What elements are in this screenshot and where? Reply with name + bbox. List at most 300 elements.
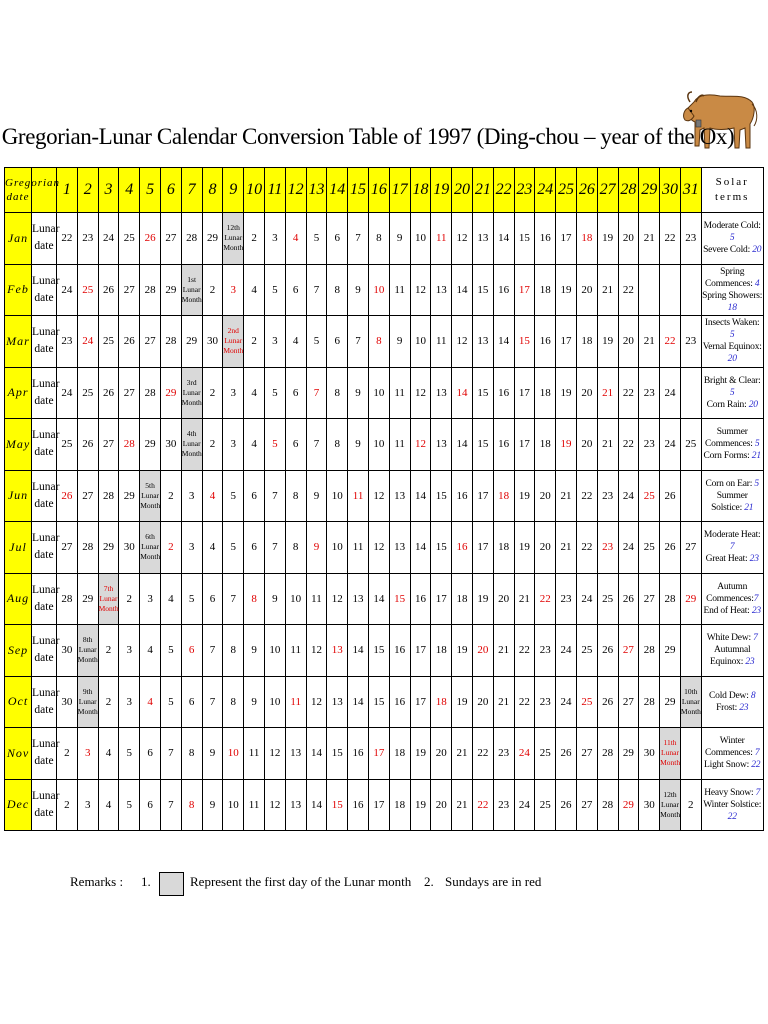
month-name: Feb xyxy=(5,264,32,316)
lunar-date-cell: 14 xyxy=(452,264,473,316)
lunar-date-cell: 4 xyxy=(98,728,119,780)
lunar-date-cell: 7 xyxy=(160,728,181,780)
date-label: date xyxy=(34,291,54,304)
solar-label: Solar xyxy=(715,176,749,188)
lunar-date-cell: 23 xyxy=(639,419,660,471)
lunar-date-label xyxy=(32,316,60,368)
lunar-date-cell: 11 xyxy=(306,573,327,625)
lunar-date-cell: 16 xyxy=(348,779,369,831)
lunar-date-cell: 11 xyxy=(244,728,265,780)
lunar-date-cell: 18 xyxy=(452,573,473,625)
solar-terms-cell xyxy=(701,367,763,419)
lunar-date-cell: 10 xyxy=(410,213,431,265)
lunar-date-cell: 11 xyxy=(285,625,306,677)
day-header: 24 xyxy=(535,168,556,213)
lunar-date-cell xyxy=(639,264,660,316)
day-header: 16 xyxy=(368,168,389,213)
lunar-date-cell: 26 xyxy=(597,676,618,728)
lunar-date-cell: 17 xyxy=(368,779,389,831)
lunar-date-cell: 11 xyxy=(389,264,410,316)
lunar-date-cell: 13 xyxy=(327,676,348,728)
lunar-date-cell xyxy=(680,367,701,419)
lunar-date-cell: 12 xyxy=(327,573,348,625)
solar-term-day: 21 xyxy=(751,451,761,462)
lunar-date-cell: 26 xyxy=(660,522,681,574)
solar-term-day: 18 xyxy=(727,302,737,313)
month-name: Nov xyxy=(5,728,32,780)
lunar-date-cell: 25 xyxy=(639,522,660,574)
day-header: 4 xyxy=(119,168,140,213)
lunar-date-cell: 2 xyxy=(98,625,119,677)
lunar-date-cell: 16 xyxy=(535,213,556,265)
lunar-date-cell: 18 xyxy=(535,419,556,471)
day-header: 27 xyxy=(597,168,618,213)
solar-term-day: 5 xyxy=(754,478,759,489)
solar-terms-cell xyxy=(701,676,763,728)
solar-term-day: 8 xyxy=(750,690,756,701)
lunar-label: Lunar xyxy=(32,326,60,339)
day-header: 19 xyxy=(431,168,452,213)
lunar-date-cell: 21 xyxy=(556,470,577,522)
lunar-date-cell: 11 xyxy=(348,470,369,522)
lunar-date-cell xyxy=(680,625,701,677)
lunar-date-cell: 17 xyxy=(410,625,431,677)
lunar-date-cell: 3 xyxy=(77,728,98,780)
lunar-date-cell: 22 xyxy=(535,573,556,625)
label-header-blank xyxy=(32,168,57,213)
lunar-date-cell: 24 xyxy=(556,676,577,728)
lunar-date-cell: 17 xyxy=(514,419,535,471)
lunar-date-cell: 4 xyxy=(244,264,265,316)
lunar-date-cell: 20 xyxy=(535,522,556,574)
solar-term-name: Frost: xyxy=(716,702,740,713)
lunar-date-cell: 8 xyxy=(181,728,202,780)
lunar-date-cell: 10 xyxy=(223,728,244,780)
solar-term-name: White Dew: xyxy=(706,633,754,644)
lunar-date-cell: 14 xyxy=(348,625,369,677)
lunar-date-cell: 24 xyxy=(618,522,639,574)
solar-terms-header xyxy=(701,168,763,213)
lunar-date-cell: 27 xyxy=(160,213,181,265)
lunar-date-cell: 29 xyxy=(160,264,181,316)
lunar-date-cell: 13 xyxy=(285,779,306,831)
lunar-date-cell: 27 xyxy=(618,676,639,728)
lunar-date-cell: 20 xyxy=(431,779,452,831)
month-name: Dec xyxy=(5,779,32,831)
lunar-date-cell: 7 xyxy=(223,573,244,625)
lunar-date-cell: 13 xyxy=(431,419,452,471)
lunar-date-label xyxy=(32,522,60,574)
lunar-date-cell: 16 xyxy=(535,316,556,368)
lunar-date-cell: 9 xyxy=(348,419,369,471)
solar-term-day: 23 xyxy=(751,605,761,616)
lunar-date-cell: 16 xyxy=(389,676,410,728)
lunar-date-cell: 5 xyxy=(119,779,140,831)
solar-term-day: 22 xyxy=(727,811,737,822)
day-header: 30 xyxy=(660,168,681,213)
lunar-date-cell: 3 xyxy=(77,779,98,831)
day-header: 10 xyxy=(244,168,265,213)
solar-term-day: 7 xyxy=(753,633,758,644)
lunar-date-cell: 16 xyxy=(493,264,514,316)
lunar-date-cell: 27 xyxy=(119,264,140,316)
lunar-date-cell: 13 xyxy=(389,470,410,522)
lunar-date-cell: 10 xyxy=(368,367,389,419)
lunar-date-cell: 19 xyxy=(597,316,618,368)
lunar-date-cell: 5 xyxy=(223,522,244,574)
lunar-date-label xyxy=(32,264,60,316)
solar-terms-cell xyxy=(701,213,763,265)
month-name: Jan xyxy=(5,213,32,265)
lunar-date-cell: 6 xyxy=(285,264,306,316)
lunar-date-cell: 21 xyxy=(639,213,660,265)
lunar-date-cell: 26 xyxy=(618,573,639,625)
lunar-date-cell: 8 xyxy=(285,470,306,522)
lunar-date-cell: 29 xyxy=(98,522,119,574)
lunar-date-cell: 8 xyxy=(285,522,306,574)
lunar-date-cell: 6 xyxy=(285,419,306,471)
lunar-date-cell: 7 xyxy=(348,316,369,368)
lunar-date-cell: 18 xyxy=(493,522,514,574)
lunar-date-cell: 25 xyxy=(535,779,556,831)
lunar-date-cell: 20 xyxy=(472,625,493,677)
month-row xyxy=(5,522,764,574)
lunar-date-cell: 28 xyxy=(597,728,618,780)
lunar-date-cell: 9 xyxy=(348,264,369,316)
date-label: date xyxy=(34,240,54,253)
lunar-date-cell: 23 xyxy=(597,522,618,574)
day-header: 6 xyxy=(160,168,181,213)
lunar-date-cell: 26 xyxy=(556,728,577,780)
day-header: 23 xyxy=(514,168,535,213)
lunar-date-cell: 15 xyxy=(368,676,389,728)
lunar-date-cell: 24 xyxy=(57,264,78,316)
lunar-date-cell: 3 xyxy=(223,419,244,471)
lunar-date-cell: 25 xyxy=(597,573,618,625)
lunar-date-cell: 23 xyxy=(493,728,514,780)
lunar-date-cell: 28 xyxy=(181,213,202,265)
lunar-date-cell: 8 xyxy=(327,419,348,471)
lunar-date-cell: 17 xyxy=(556,213,577,265)
lunar-date-cell: 25 xyxy=(639,470,660,522)
lunar-date-cell: 15 xyxy=(472,264,493,316)
lunar-date-cell: 3 xyxy=(223,367,244,419)
lunar-date-cell: 12 xyxy=(452,213,473,265)
month-row xyxy=(5,264,764,316)
lunar-date-cell: 20 xyxy=(576,264,597,316)
day-header: 7 xyxy=(181,168,202,213)
lunar-date-cell: 12 xyxy=(368,522,389,574)
lunar-label: Lunar xyxy=(32,789,60,802)
lunar-date-cell: 12 xyxy=(452,316,473,368)
gregorian-date-header xyxy=(5,168,61,213)
lunar-date-cell: 26 xyxy=(77,419,98,471)
lunar-date-cell: 16 xyxy=(452,470,473,522)
lunar-date-cell: 3 xyxy=(264,213,285,265)
lunar-date-cell: 12 xyxy=(410,367,431,419)
lunar-month-start-cell: 12th Lunar Month xyxy=(660,779,681,831)
lunar-date-cell: 10 xyxy=(264,625,285,677)
lunar-date-cell: 22 xyxy=(660,213,681,265)
lunar-date-cell: 6 xyxy=(327,316,348,368)
solar-term-name: Autumnal Equinox: xyxy=(709,645,751,668)
lunar-month-start-cell: 1st Lunar Month xyxy=(181,264,202,316)
lunar-date-cell: 26 xyxy=(98,367,119,419)
header-row xyxy=(5,168,764,213)
solar-term-day: 23 xyxy=(749,554,759,565)
lunar-date-cell: 3 xyxy=(140,573,161,625)
lunar-date-cell: 24 xyxy=(618,470,639,522)
lunar-date-cell: 4 xyxy=(285,213,306,265)
lunar-month-start-cell: 10th Lunar Month xyxy=(680,676,701,728)
lunar-date-cell: 6 xyxy=(181,676,202,728)
solar-term-name: Corn Forms: xyxy=(703,451,752,462)
lunar-date-cell: 18 xyxy=(389,779,410,831)
lunar-date-cell: 19 xyxy=(514,522,535,574)
date-label: date xyxy=(34,497,54,510)
lunar-date-cell: 28 xyxy=(77,522,98,574)
month-row xyxy=(5,213,764,265)
gregorian-label: Gregorian xyxy=(5,177,61,189)
lunar-date-cell: 17 xyxy=(556,316,577,368)
lunar-label: Lunar xyxy=(32,274,60,287)
lunar-date-cell: 16 xyxy=(493,367,514,419)
lunar-date-cell: 4 xyxy=(285,316,306,368)
lunar-date-cell: 22 xyxy=(618,419,639,471)
lunar-date-cell: 5 xyxy=(181,573,202,625)
solar-term-name: Corn on Ear: xyxy=(705,478,755,489)
lunar-date-cell: 2 xyxy=(57,779,78,831)
month-row xyxy=(5,316,764,368)
lunar-date-cell: 30 xyxy=(639,779,660,831)
lunar-date-cell: 15 xyxy=(368,625,389,677)
date-label: date xyxy=(34,446,54,459)
lunar-date-cell: 4 xyxy=(140,625,161,677)
lunar-month-start-cell: 3rd Lunar Month xyxy=(181,367,202,419)
month-row xyxy=(5,470,764,522)
lunar-date-cell: 7 xyxy=(306,367,327,419)
solar-term-day: 7 xyxy=(753,593,759,604)
lunar-date-label xyxy=(32,676,60,728)
lunar-date-cell: 19 xyxy=(472,573,493,625)
day-header: 1 xyxy=(57,168,78,213)
calendar-table xyxy=(4,167,764,831)
lunar-date-cell: 17 xyxy=(368,728,389,780)
lunar-date-cell: 22 xyxy=(514,625,535,677)
lunar-date-cell: 7 xyxy=(264,522,285,574)
lunar-date-cell: 19 xyxy=(556,264,577,316)
lunar-label: Lunar xyxy=(32,429,60,442)
lunar-date-cell: 10 xyxy=(410,316,431,368)
lunar-date-cell: 22 xyxy=(576,470,597,522)
lunar-date-cell: 14 xyxy=(306,779,327,831)
lunar-date-cell: 13 xyxy=(285,728,306,780)
lunar-date-cell: 2 xyxy=(57,728,78,780)
lunar-date-cell: 8 xyxy=(181,779,202,831)
lunar-date-cell: 12 xyxy=(410,419,431,471)
lunar-date-cell: 23 xyxy=(77,213,98,265)
lunar-date-cell: 5 xyxy=(306,316,327,368)
page-title: Gregorian-Lunar Calendar Conversion Table of 1997 (Ding-chou – year of the Ox) xyxy=(1,124,735,149)
lunar-date-cell: 16 xyxy=(410,573,431,625)
lunar-date-cell: 29 xyxy=(660,625,681,677)
lunar-date-cell: 2 xyxy=(160,522,181,574)
lunar-date-cell: 29 xyxy=(680,573,701,625)
month-name: Jun xyxy=(5,470,32,522)
lunar-date-cell: 12 xyxy=(368,470,389,522)
lunar-date-cell: 6 xyxy=(244,470,265,522)
solar-term-day: 20 xyxy=(752,245,762,256)
lunar-date-cell: 30 xyxy=(57,625,78,677)
lunar-label: Lunar xyxy=(32,377,60,390)
lunar-label: Lunar xyxy=(32,223,60,236)
lunar-date-cell: 23 xyxy=(535,625,556,677)
solar-term-day: 7 xyxy=(755,787,761,798)
lunar-date-cell: 4 xyxy=(140,676,161,728)
lunar-date-cell: 4 xyxy=(244,367,265,419)
day-header: 11 xyxy=(264,168,285,213)
month-name: Jul xyxy=(5,522,32,574)
lunar-date-cell: 9 xyxy=(348,367,369,419)
lunar-date-cell: 3 xyxy=(181,470,202,522)
lunar-date-cell: 23 xyxy=(57,316,78,368)
month-row xyxy=(5,779,764,831)
lunar-date-cell: 27 xyxy=(77,470,98,522)
date-label: date xyxy=(34,600,54,613)
lunar-date-cell: 8 xyxy=(327,264,348,316)
lunar-date-cell: 9 xyxy=(264,573,285,625)
lunar-date-cell: 22 xyxy=(660,316,681,368)
lunar-date-cell: 21 xyxy=(452,728,473,780)
lunar-date-cell: 12 xyxy=(264,728,285,780)
lunar-date-cell: 27 xyxy=(639,573,660,625)
lunar-date-cell: 22 xyxy=(57,213,78,265)
month-row xyxy=(5,573,764,625)
lunar-date-cell: 21 xyxy=(639,316,660,368)
day-header: 28 xyxy=(618,168,639,213)
lunar-date-cell: 27 xyxy=(140,316,161,368)
lunar-date-cell: 16 xyxy=(452,522,473,574)
lunar-date-cell: 4 xyxy=(202,522,223,574)
lunar-date-cell: 18 xyxy=(431,676,452,728)
lunar-month-start-cell: 2nd Lunar Month xyxy=(223,316,244,368)
lunar-date-cell: 24 xyxy=(514,728,535,780)
lunar-date-cell: 30 xyxy=(160,419,181,471)
lunar-date-cell: 25 xyxy=(119,213,140,265)
lunar-date-cell: 7 xyxy=(306,419,327,471)
lunar-date-cell: 2 xyxy=(98,676,119,728)
lunar-date-cell: 20 xyxy=(618,316,639,368)
day-header: 13 xyxy=(306,168,327,213)
lunar-date-cell: 21 xyxy=(493,625,514,677)
lunar-date-cell: 26 xyxy=(140,213,161,265)
solar-term-day: 7 xyxy=(754,748,760,759)
lunar-date-cell: 16 xyxy=(493,419,514,471)
lunar-date-cell: 24 xyxy=(98,213,119,265)
lunar-date-cell: 25 xyxy=(98,316,119,368)
lunar-date-cell: 30 xyxy=(57,676,78,728)
lunar-date-cell: 6 xyxy=(327,213,348,265)
lunar-date-cell: 3 xyxy=(119,625,140,677)
remark-1-number: 1. xyxy=(141,874,151,889)
month-name: May xyxy=(5,419,32,471)
lunar-date-cell: 20 xyxy=(472,676,493,728)
solar-term-name: Spring Showers: xyxy=(702,290,763,301)
solar-term-day: 20 xyxy=(748,399,758,410)
lunar-date-cell: 2 xyxy=(202,367,223,419)
lunar-date-cell: 29 xyxy=(77,573,98,625)
lunar-date-cell: 17 xyxy=(410,676,431,728)
month-row xyxy=(5,419,764,471)
lunar-date-cell: 22 xyxy=(576,522,597,574)
lunar-date-cell: 5 xyxy=(264,419,285,471)
solar-term-name: Severe Cold: xyxy=(703,245,753,256)
lunar-date-cell: 13 xyxy=(472,316,493,368)
solar-term-day: 20 xyxy=(727,354,737,365)
lunar-date-cell: 27 xyxy=(576,728,597,780)
solar-term-day: 7 xyxy=(729,542,735,553)
lunar-date-cell: 2 xyxy=(202,419,223,471)
lunar-date-cell: 12 xyxy=(306,676,327,728)
month-name: Aug xyxy=(5,573,32,625)
lunar-date-cell: 5 xyxy=(160,625,181,677)
lunar-date-cell: 25 xyxy=(576,676,597,728)
lunar-date-cell: 14 xyxy=(410,470,431,522)
lunar-date-cell: 8 xyxy=(244,573,265,625)
lunar-date-cell: 13 xyxy=(327,625,348,677)
solar-term-name: Corn Rain: xyxy=(706,399,749,410)
lunar-date-cell: 2 xyxy=(160,470,181,522)
day-header: 26 xyxy=(576,168,597,213)
lunar-date-cell: 27 xyxy=(576,779,597,831)
solar-term-name: Moderate Cold: xyxy=(703,221,761,232)
lunar-date-cell: 5 xyxy=(264,367,285,419)
lunar-date-cell: 24 xyxy=(556,625,577,677)
lunar-date-cell: 20 xyxy=(493,573,514,625)
lunar-date-cell: 19 xyxy=(410,728,431,780)
lunar-date-cell: 9 xyxy=(244,676,265,728)
lunar-date-cell: 22 xyxy=(472,779,493,831)
lunar-date-cell: 2 xyxy=(119,573,140,625)
lunar-date-cell: 24 xyxy=(660,419,681,471)
lunar-date-cell: 13 xyxy=(431,367,452,419)
lunar-date-cell: 27 xyxy=(57,522,78,574)
lunar-date-cell: 11 xyxy=(389,419,410,471)
lunar-date-cell: 9 xyxy=(389,316,410,368)
date-label: date xyxy=(34,703,54,716)
lunar-date-label xyxy=(32,625,60,677)
lunar-date-cell: 26 xyxy=(57,470,78,522)
lunar-date-cell: 12 xyxy=(410,264,431,316)
month-name: Apr xyxy=(5,367,32,419)
lunar-date-cell: 28 xyxy=(160,316,181,368)
lunar-date-cell: 5 xyxy=(119,728,140,780)
date-label: date xyxy=(34,652,54,665)
lunar-date-label xyxy=(32,213,60,265)
lunar-date-cell: 29 xyxy=(181,316,202,368)
lunar-date-cell: 26 xyxy=(98,264,119,316)
lunar-date-cell: 8 xyxy=(223,625,244,677)
lunar-date-cell: 15 xyxy=(327,779,348,831)
lunar-date-cell: 22 xyxy=(472,728,493,780)
lunar-date-cell: 29 xyxy=(140,419,161,471)
lunar-date-cell: 19 xyxy=(410,779,431,831)
solar-term-name: Spring Commences: xyxy=(705,266,753,289)
lunar-date-cell: 10 xyxy=(223,779,244,831)
lunar-date-cell: 14 xyxy=(348,676,369,728)
lunar-date-cell: 9 xyxy=(202,728,223,780)
lunar-date-cell: 14 xyxy=(452,367,473,419)
